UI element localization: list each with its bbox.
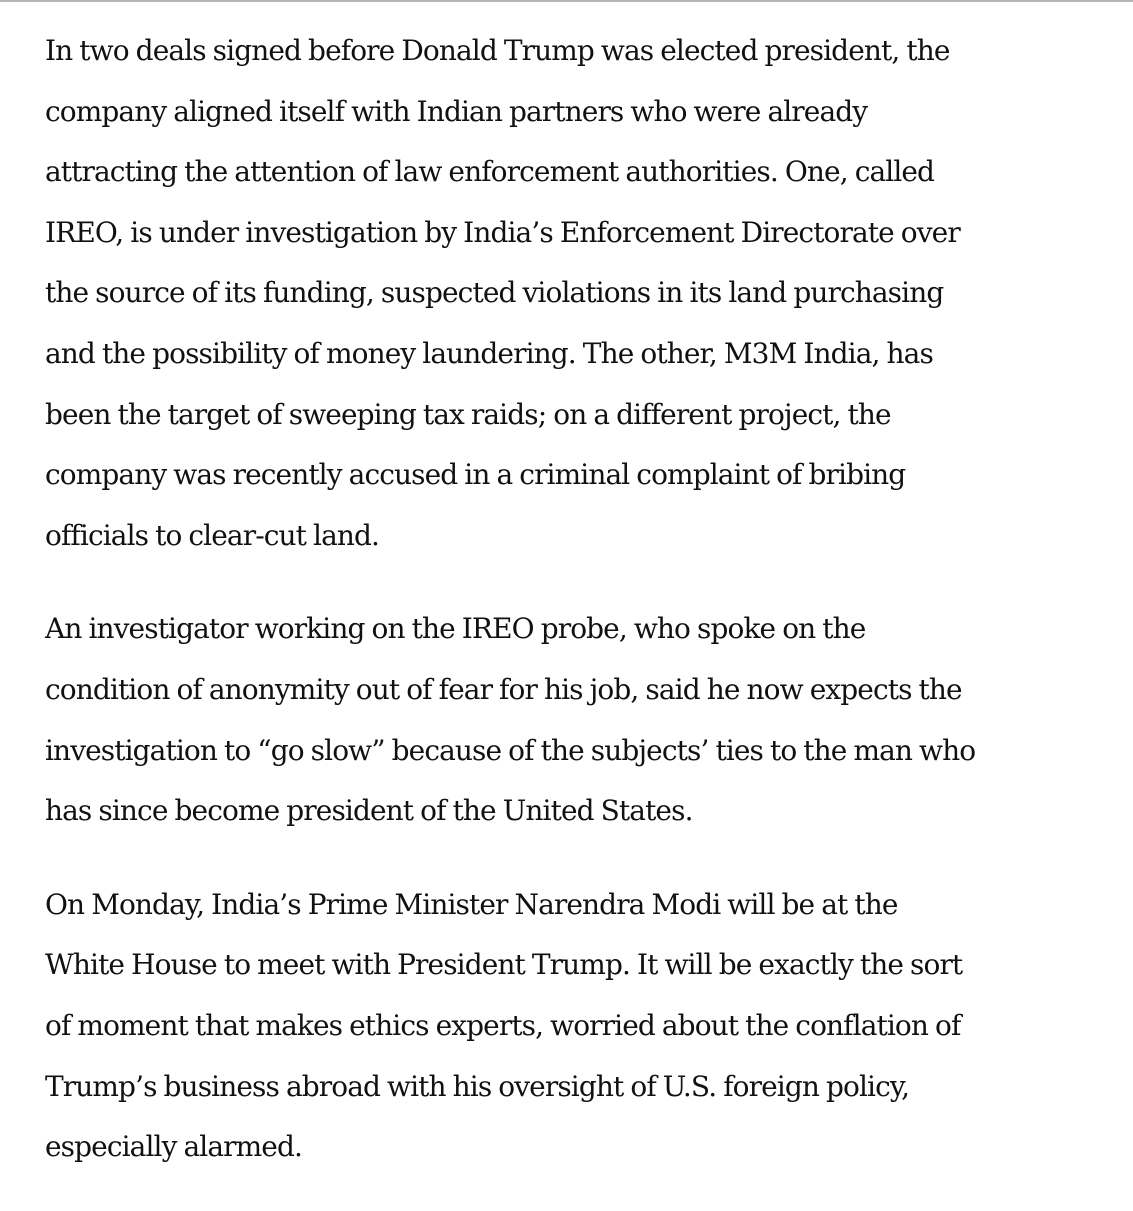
text-line: company aligned itself with Indian partners who were already [45,94,868,128]
text-line: officials to clear-cut land. [45,518,380,552]
text-line: IREO, is under investigation by India’s Enforcement Directorate over [45,215,960,249]
top-divider [0,0,1133,2]
text-line: has since become president of the United States. [45,794,693,828]
text-line: In two deals signed before Donald Trump was elected president, the [45,34,950,67]
article-body [45,21,1105,1211]
text-line: and the possibility of money laundering. The other, M3M India, has [45,336,933,370]
paragraph-investigator [45,599,1105,841]
text-line: attracting the attention of law enforcement authorities. One, called [45,155,935,189]
text-line: been the target of sweeping tax raids; on a different project, the [45,397,891,431]
paragraph-deals [45,21,1105,566]
text-line: company was recently accused in a criminal complaint of bribing [45,458,906,492]
text-line: especially alarmed. [45,1130,302,1164]
text-line: condition of anonymity out of fear for his job, said he now expects the [45,672,962,706]
text-line: investigation to “go slow” because of the subjects’ ties to the man who [45,733,976,767]
text-line: On Monday, India’s Prime Minister Narendra Modi will be at the [45,887,898,921]
text-line: White House to meet with President Trump. It will be exactly the sort [45,948,963,982]
paragraph-modi-visit [45,875,1105,1178]
text-line: An investigator working on the IREO probe, who spoke on the [45,612,866,646]
text-line: of moment that makes ethics experts, worried about the conflation of [45,1008,961,1042]
text-line: the source of its funding, suspected violations in its land purchasing [45,276,944,310]
text-line: Trump’s business abroad with his oversight of U.S. foreign policy, [45,1069,910,1103]
